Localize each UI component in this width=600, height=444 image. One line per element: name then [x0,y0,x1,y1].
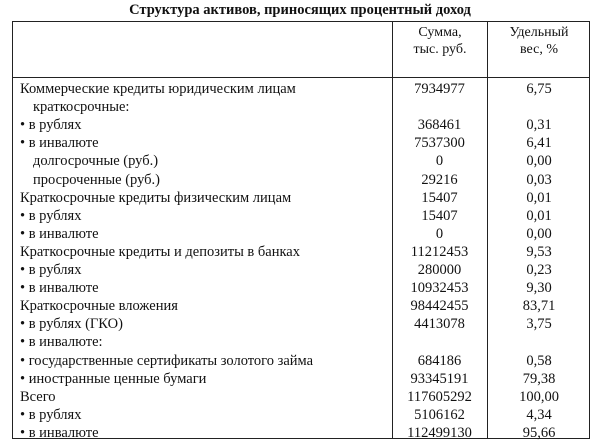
row-sum: 11212453 [410,243,469,260]
table-row [13,207,589,225]
sum-header-line2: тыс. руб. [413,42,467,57]
row-weight: 95,66 [522,424,556,441]
table-row [13,189,589,207]
row-sum: 4413078 [414,316,465,333]
row-label: Краткосрочные вложения [20,298,178,315]
table-row [13,171,589,189]
row-weight: 0,01 [526,207,552,224]
row-weight: 4,34 [526,406,552,423]
row-weight: 0,00 [526,153,552,170]
row-label: • в инвалюте: [20,334,103,351]
row-weight: 0,58 [526,352,552,369]
weight-header-line2: вес, % [520,42,558,57]
row-sum: 5106162 [414,406,465,423]
table-title: Структура активов, приносящих процентный доход [129,2,471,18]
row-weight: 0,01 [526,189,552,206]
table-row [13,424,589,442]
row-weight: 3,75 [526,316,552,333]
row-weight: 6,41 [526,135,552,152]
row-label: • в инвалюте [20,424,99,441]
row-sum: 112499130 [407,424,472,441]
table-row [13,80,589,98]
table-row [13,261,589,279]
row-label: • в рублях (ГКО) [20,316,123,333]
row-sum: 7537300 [414,135,465,152]
row-label: • в инвалюте [20,225,99,242]
row-sum: 280000 [417,262,462,278]
weight-header-line1: Удельный [509,25,569,40]
row-sum: 684186 [417,352,462,369]
row-weight: 0,23 [526,262,552,278]
row-sum: 29216 [421,171,458,188]
row-label: • в рублях [20,406,82,423]
table-row [13,333,589,351]
row-sum: 93345191 [410,370,469,387]
table-row [13,370,589,388]
table-row [13,134,589,152]
table-row [13,297,589,315]
weight-column-header [488,24,590,74]
row-weight: 0,03 [526,171,552,188]
table-row [13,279,589,297]
row-sum: 368461 [417,117,462,134]
table-row [13,406,589,424]
table-row [13,315,589,333]
row-label: • в рублях [20,117,82,134]
table-row [13,152,589,170]
row-label: • в рублях [20,207,82,224]
row-label: Всего [20,388,56,405]
row-label: Краткосрочные кредиты физическим лицам [20,189,292,206]
row-label: краткосрочные: [33,99,130,116]
row-sum: 0 [435,153,444,170]
row-weight: 83,71 [522,298,556,315]
row-label: • государственные сертификаты золотого займа [20,352,314,369]
table-row [13,388,589,406]
sum-header-line1: Сумма, [418,25,462,40]
table-row [13,352,589,370]
row-sum: 117605292 [407,388,472,405]
row-label: Коммерческие кредиты юридическим лицам [20,81,296,97]
row-sum: 98442455 [410,298,469,315]
table-row [13,116,589,134]
row-sum: 10932453 [410,280,469,297]
row-weight: 9,30 [526,280,552,297]
row-weight: 0,00 [526,225,552,242]
row-weight: 0,31 [526,117,552,134]
row-label: • в инвалюте [20,135,99,152]
assets-table [12,21,590,439]
row-sum: 7934977 [414,81,465,97]
row-label: • иностранные ценные бумаги [20,370,207,387]
row-weight: 6,75 [526,81,552,97]
row-weight: 100,00 [519,388,559,405]
row-label: • в инвалюте [20,280,99,297]
header-divider [13,77,589,78]
row-label: долгосрочные (руб.) [33,153,159,170]
row-label: Краткосрочные кредиты и депозиты в банках [20,243,300,260]
table-row [13,243,589,261]
row-sum: 15407 [421,189,458,206]
row-label: просроченные (руб.) [33,171,161,188]
row-sum: 15407 [421,207,458,224]
table-row [13,225,589,243]
row-weight: 79,38 [522,370,556,387]
row-weight: 9,53 [526,243,552,260]
sum-column-header [393,24,487,74]
row-sum: 0 [435,225,444,242]
row-label: • в рублях [20,262,82,278]
table-row [13,98,589,116]
